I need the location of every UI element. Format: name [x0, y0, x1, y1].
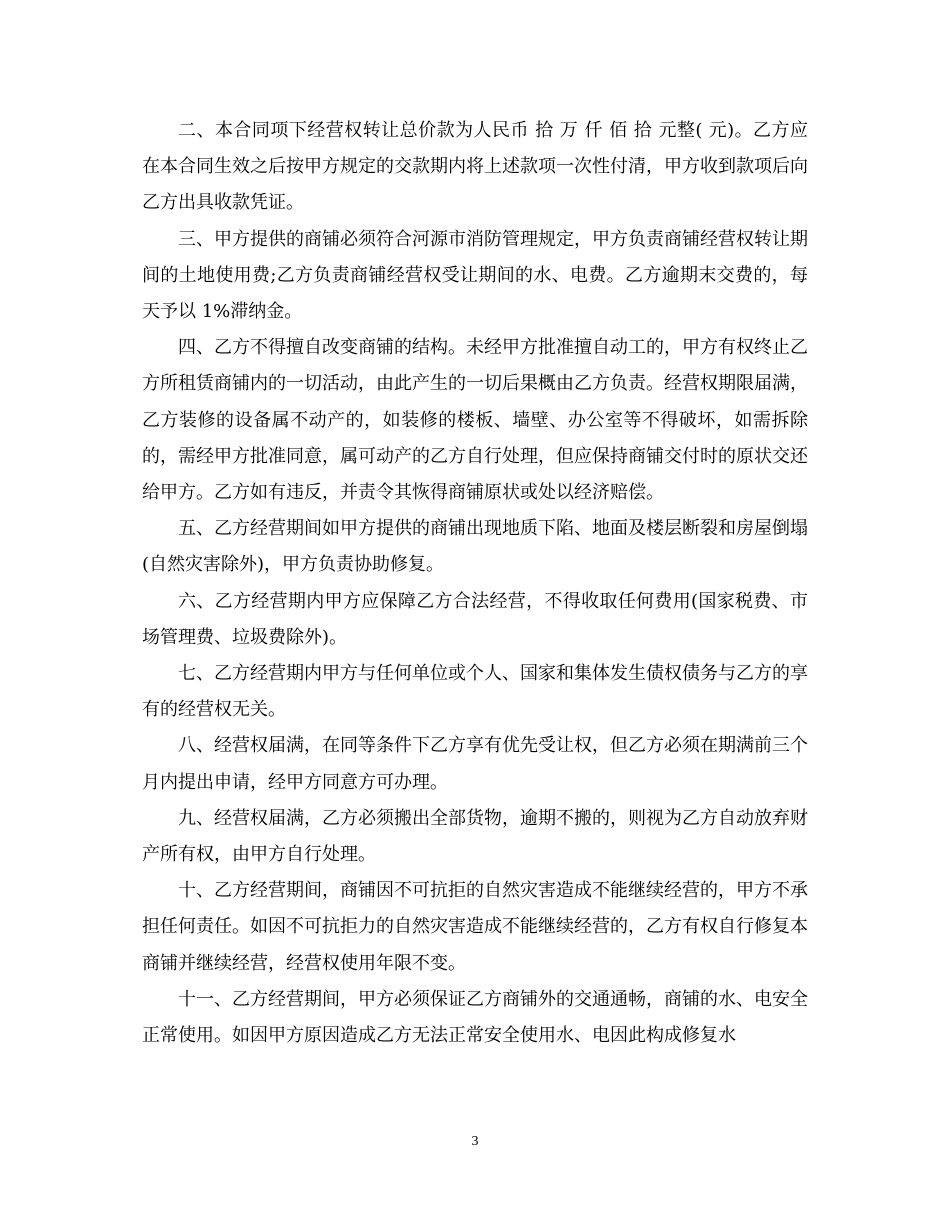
clause-2: 二、本合同项下经营权转让总价款为人民币 拾 万 仟 佰 拾 元整( 元)。乙方应在本合同生效之后按甲方规定的交款期内将上述款项一次性付清，甲方收到款项后向乙方出具收款凭证。 [142, 120, 808, 214]
clause-4: 四、乙方不得擅自改变商铺的结构。未经甲方批准擅自动工的，甲方有权终止乙方所租赁商铺内的一切活动，由此产生的一切后果概由乙方负责。经营权期限届满，乙方装修的设备属不动产的，如装修的楼板、墙壁、办公室等不得破坏，如需拆除的，需经甲方批准同意，属可动产的乙方自行处理，但应保持商铺交付时的原状交还给甲方。乙方如有违反，并责令其恢得商铺原状或处以经济赔偿。 [142, 337, 808, 504]
clause-3: 三、甲方提供的商铺必须符合河源市消防管理规定，甲方负责商铺经营权转让期间的土地使用费;乙方负责商铺经营权受让期间的水、电费。乙方逾期末交费的，每天予以 1%滞纳金。 [142, 228, 808, 323]
clause-7: 七、乙方经营期内甲方与任何单位或个人、国家和集体发生债权债务与乙方的享有的经营权无关。 [142, 663, 808, 721]
clause-5: 五、乙方经营期间如甲方提供的商铺出现地质下陷、地面及楼层断裂和房屋倒塌(自然灾害除外)，甲方负责协助修复。 [142, 518, 808, 576]
clause-11: 十一、乙方经营期间，甲方必须保证乙方商铺外的交通通畅，商铺的水、电安全正常使用。如因甲方原因造成乙方无法正常安全使用水、电因此构成修复水 [142, 988, 808, 1047]
page-number: 3 [471, 1134, 479, 1149]
clause-6: 六、乙方经营期内甲方应保障乙方合法经营，不得收取任何费用(国家税费、市场管理费、垃圾费除外)。 [142, 590, 808, 648]
clause-8: 八、经营权届满，在同等条件下乙方享有优先受让权，但乙方必须在期满前三个月内提出申请，经甲方同意方可办理。 [142, 735, 808, 793]
clause-9: 九、经营权届满，乙方必须搬出全部货物，逾期不搬的，则视为乙方自动放弃财产所有权，由甲方自行处理。 [142, 807, 808, 866]
clause-10: 十、乙方经营期间，商铺因不可抗拒的自然灾害造成不能继续经营的，甲方不承担任何责任。如因不可抗拒力的自然灾害造成不能继续经营的，乙方有权自行修复本商铺并继续经营，经营权使用年限不变。 [142, 880, 808, 974]
document-body [142, 113, 808, 1054]
